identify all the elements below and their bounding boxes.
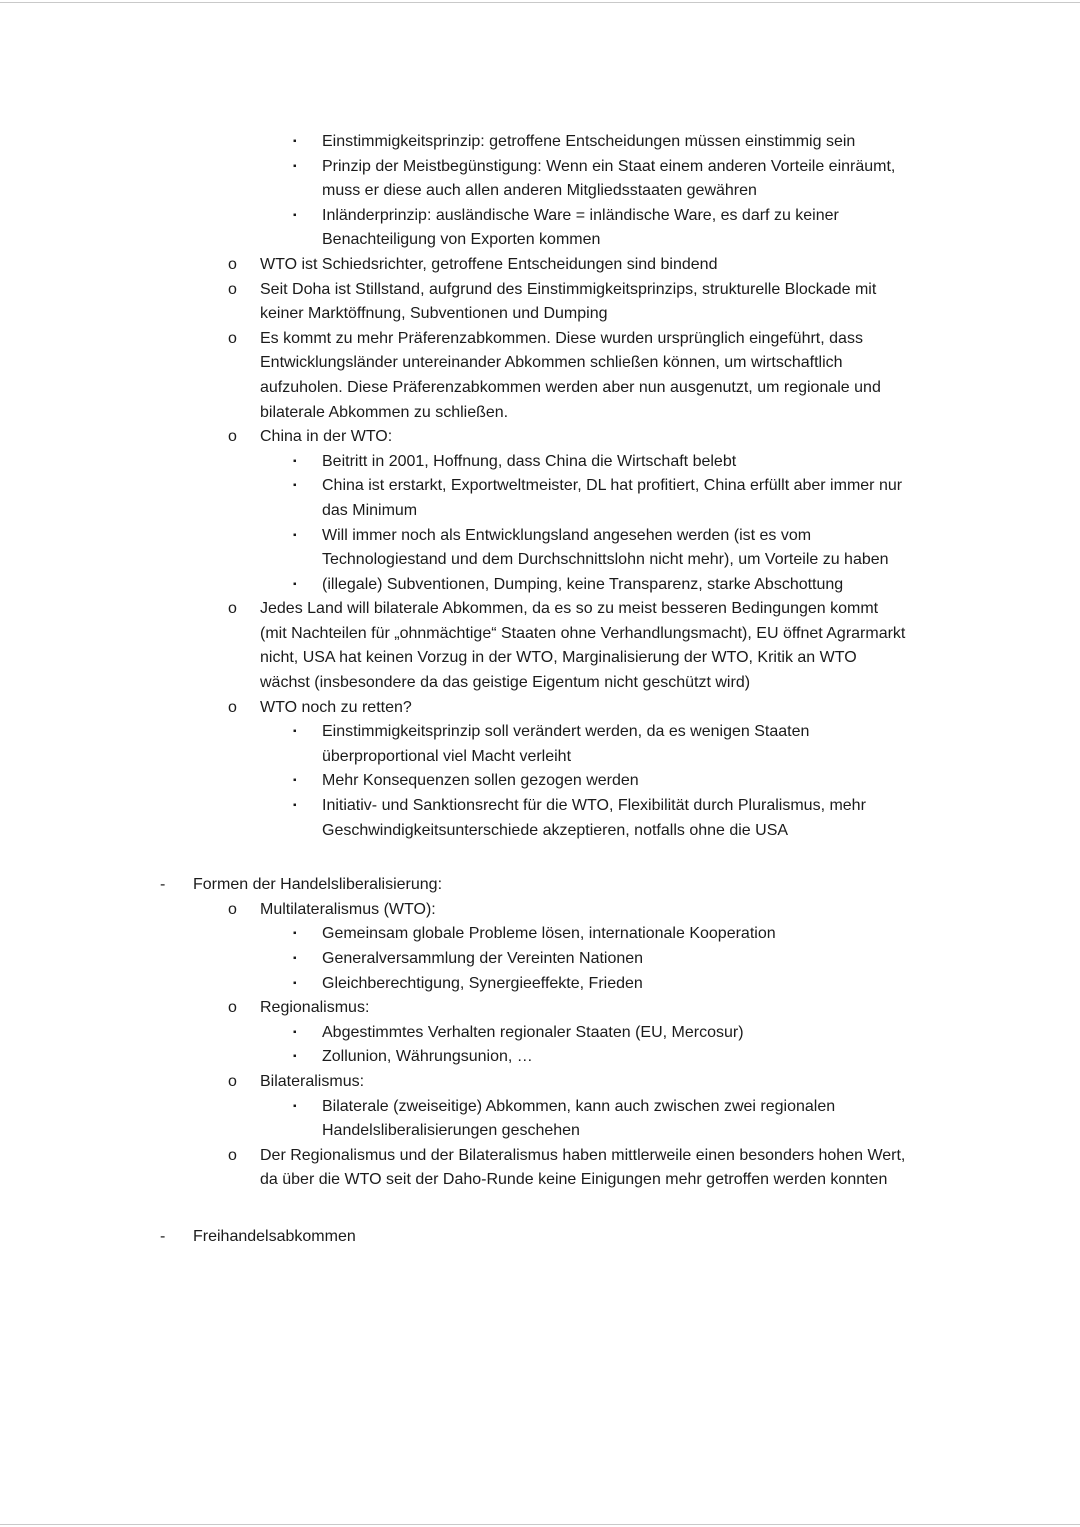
- list-item: [228, 597, 908, 695]
- list-item-text: Beitritt in 2001, Hoffnung, dass China die Wirtschaft belebt: [322, 452, 737, 470]
- circle-bullet-icon: o: [228, 280, 237, 298]
- list-item: [228, 996, 908, 1021]
- list-item: [293, 130, 908, 155]
- list-item: [228, 327, 908, 425]
- list-item-text: Mehr Konsequenzen sollen gezogen werden: [322, 772, 639, 790]
- square-bullet-icon: ▪: [293, 726, 297, 738]
- square-bullet-icon: ▪: [293, 1100, 297, 1112]
- list-item-text: Regionalismus:: [260, 999, 370, 1017]
- list-item: [293, 1095, 908, 1144]
- list-item-text: Multilateralismus (WTO):: [260, 900, 436, 918]
- square-bullet-icon: ▪: [293, 977, 297, 989]
- square-bullet-icon: ▪: [293, 455, 297, 467]
- list-item: [293, 524, 908, 573]
- list-item-text: Gemeinsam globale Probleme lösen, internationale Kooperation: [322, 925, 776, 943]
- list-item-text: Formen der Handelsliberalisierung:: [193, 876, 443, 894]
- list-item-text: Es kommt zu mehr Präferenzabkommen. Diese wurden ursprünglich eingeführt, dass Entwicklungsländer untereinander Abkommen schließen können, um wirtschaftlich aufzuholen. Diese Präferenzabkommen werden aber nun ausgenutzt, um regionale und bilaterale Abkommen zu schließen.: [260, 329, 881, 421]
- square-bullet-icon: ▪: [293, 953, 297, 964]
- list-item: [293, 922, 908, 947]
- list-item: [293, 573, 908, 598]
- square-bullet-icon: ▪: [293, 1051, 297, 1063]
- circle-bullet-icon: o: [228, 698, 237, 716]
- list-item: [293, 474, 908, 523]
- circle-bullet-icon: o: [228, 1146, 237, 1164]
- list-item-text: China ist erstarkt, Exportweltmeister, DL hat profitiert, China erfüllt aber immer nur das Minimum: [322, 477, 903, 519]
- square-bullet-icon: ▪: [293, 480, 297, 492]
- list-item: [293, 155, 908, 204]
- dash-bullet-icon: -: [160, 876, 166, 894]
- list-item-text: Abgestimmtes Verhalten regionaler Staaten (EU, Mercosur): [322, 1023, 744, 1041]
- square-bullet-icon: ▪: [293, 160, 297, 172]
- list-item-text: (illegale) Subventionen, Dumping, keine Transparenz, starke Abschottung: [322, 575, 844, 593]
- list-item: [293, 947, 908, 972]
- list-item: [293, 450, 908, 475]
- list-item-text: Einstimmigkeitsprinzip soll verändert werden, da es wenigen Staaten überproportional viel Macht verleiht: [322, 723, 810, 765]
- list-item: [293, 1021, 908, 1046]
- list-item-text: Gleichberechtigung, Synergieeffekte, Frieden: [322, 974, 643, 992]
- circle-bullet-icon: o: [228, 600, 237, 618]
- list-item: [293, 1045, 908, 1070]
- square-bullet-icon: ▪: [293, 1026, 297, 1038]
- list-item: [293, 720, 908, 769]
- list-item-text: Generalversammlung der Vereinten Nationen: [322, 950, 644, 967]
- list-item-text: Prinzip der Meistbegünstigung: Wenn ein Staat einem anderen Vorteile einräumt, muss er diese auch allen anderen Mitgliedsstaaten gewähren: [322, 157, 896, 200]
- list-item: [228, 425, 908, 450]
- list-item-text: Seit Doha ist Stillstand, aufgrund des Einstimmigkeitsprinzips, strukturelle Blockade mit keiner Marktöffnung, Subventionen und Dumping: [260, 280, 877, 323]
- circle-bullet-icon: o: [228, 255, 237, 273]
- list-item: [293, 794, 908, 843]
- list-item: [293, 204, 908, 253]
- list-item-text: Bilaterale (zweiseitige) Abkommen, kann auch zwischen zwei regionalen Handelsliberalisierungen geschehen: [322, 1097, 836, 1140]
- page-top-edge: [0, 2, 1080, 3]
- list-item-text: China in der WTO:: [260, 428, 393, 446]
- list-item-text: Einstimmigkeitsprinzip: getroffene Entscheidungen müssen einstimmig sein: [322, 133, 856, 150]
- list-item: [228, 696, 908, 721]
- list-item: [228, 278, 908, 327]
- list-item-text: Der Regionalismus und der Bilateralismus haben mittlerweile einen besonders hohen Wert, da über die WTO seit der Daho-Runde keine Einigungen mehr getroffen werden konnten: [260, 1146, 906, 1189]
- list-item: [228, 253, 908, 278]
- square-bullet-icon: ▪: [293, 775, 297, 787]
- list-item-text: WTO ist Schiedsrichter, getroffene Entscheidungen sind bindend: [260, 255, 718, 273]
- circle-bullet-icon: o: [228, 1072, 237, 1090]
- square-bullet-icon: ▪: [293, 800, 297, 812]
- paragraph-spacer: [160, 1193, 908, 1225]
- square-bullet-icon: ▪: [293, 136, 297, 147]
- dash-bullet-icon: -: [160, 1227, 166, 1245]
- list-item: [228, 1144, 908, 1193]
- list-item: [160, 1225, 908, 1250]
- square-bullet-icon: ▪: [293, 209, 297, 221]
- list-item-text: Initiativ- und Sanktionsrecht für die WTO, Flexibilität durch Pluralismus, mehr Geschwindigkeitsunterschiede akzeptieren, notfalls ohne die USA: [322, 797, 866, 839]
- paragraph-spacer: [160, 843, 908, 873]
- list-item: [160, 873, 908, 898]
- list-item: [293, 769, 908, 794]
- list-item-text: Inländerprinzip: ausländische Ware = inländische Ware, es darf zu keiner Benachteiligung von Exporten kommen: [322, 206, 839, 249]
- list-item-text: Bilateralismus:: [260, 1072, 365, 1090]
- list-item: [228, 898, 908, 923]
- square-bullet-icon: ▪: [293, 928, 297, 940]
- square-bullet-icon: ▪: [293, 578, 297, 590]
- list-item-text: Zollunion, Währungsunion, …: [322, 1048, 533, 1066]
- circle-bullet-icon: o: [228, 900, 237, 918]
- circle-bullet-icon: o: [228, 329, 237, 347]
- page-bottom-edge: [0, 1524, 1080, 1525]
- list-item-text: Jedes Land will bilaterale Abkommen, da es so zu meist besseren Bedingungen kommt (mit Nachteilen für „ohnmächtige“ Staaten ohne Verhandlungsmacht), EU öffnet Agrarmarkt nicht, USA hat keinen Vorzug in der WTO, Marginalisierung der WTO, Kritik an WTO wächst (insbesondere da das geistige Eigentum nicht geschützt wird): [260, 600, 906, 692]
- circle-bullet-icon: o: [228, 428, 237, 446]
- list-item: [228, 1070, 908, 1095]
- list-item-text: WTO noch zu retten?: [260, 698, 412, 716]
- circle-bullet-icon: o: [228, 999, 237, 1017]
- list-item-text: Will immer noch als Entwicklungsland angesehen werden (ist es vom Technologiestand und dem Durchschnittslohn nicht mehr), um Vorteile zu haben: [322, 526, 889, 569]
- document-list: [160, 130, 908, 1250]
- list-item: [293, 972, 908, 997]
- list-item-text: Freihandelsabkommen: [193, 1227, 356, 1245]
- square-bullet-icon: ▪: [293, 529, 297, 541]
